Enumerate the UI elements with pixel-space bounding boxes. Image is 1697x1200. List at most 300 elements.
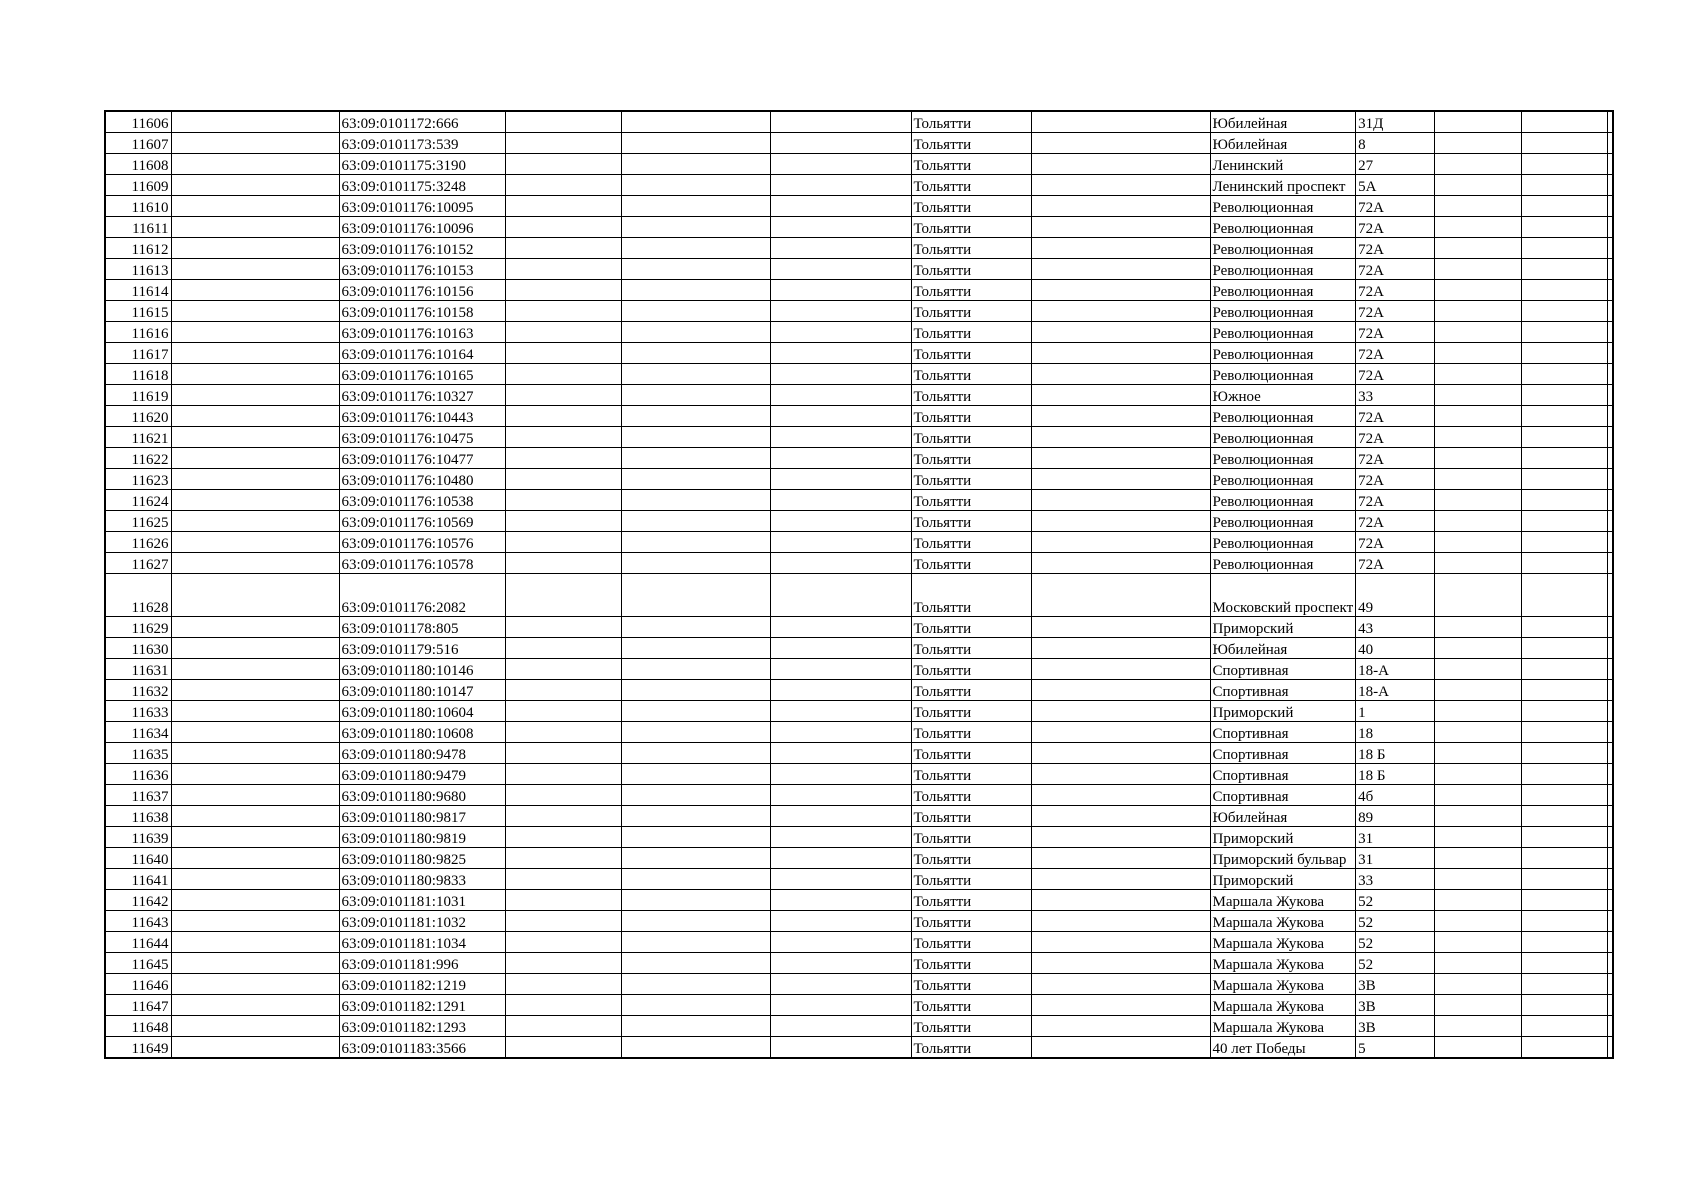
empty-cell bbox=[1435, 911, 1522, 932]
city-cell: Тольятти bbox=[911, 617, 1031, 638]
empty-cell bbox=[1031, 869, 1210, 890]
empty-cell bbox=[171, 574, 339, 617]
cadastral-number-cell: 63:09:0101179:516 bbox=[339, 638, 505, 659]
empty-cell bbox=[621, 890, 770, 911]
empty-cell bbox=[1031, 743, 1210, 764]
table-row bbox=[105, 932, 1613, 953]
empty-cell bbox=[621, 932, 770, 953]
empty-cell bbox=[1031, 680, 1210, 701]
empty-cell bbox=[770, 343, 911, 364]
empty-cell bbox=[1031, 1037, 1210, 1059]
empty-cell bbox=[621, 175, 770, 196]
empty-cell bbox=[621, 617, 770, 638]
table-row bbox=[105, 217, 1613, 238]
street-cell: Приморский bbox=[1210, 869, 1356, 890]
house-number-cell: 49 bbox=[1356, 574, 1435, 617]
empty-cell bbox=[505, 1016, 621, 1037]
city-cell: Тольятти bbox=[911, 890, 1031, 911]
empty-cell bbox=[1608, 869, 1614, 890]
row-number-cell: 11622 bbox=[105, 448, 171, 469]
table-row bbox=[105, 953, 1613, 974]
house-number-cell: 3В bbox=[1356, 1016, 1435, 1037]
street-cell: Спортивная bbox=[1210, 659, 1356, 680]
table-row bbox=[105, 448, 1613, 469]
table-row bbox=[105, 196, 1613, 217]
empty-cell bbox=[1435, 406, 1522, 427]
empty-cell bbox=[171, 301, 339, 322]
empty-cell bbox=[505, 490, 621, 511]
empty-cell bbox=[1031, 806, 1210, 827]
empty-cell bbox=[1522, 238, 1608, 259]
cadastral-number-cell: 63:09:0101180:9833 bbox=[339, 869, 505, 890]
empty-cell bbox=[1031, 785, 1210, 806]
street-cell: Ленинский проспект bbox=[1210, 175, 1356, 196]
table-row bbox=[105, 722, 1613, 743]
empty-cell bbox=[621, 553, 770, 574]
row-number-cell: 11619 bbox=[105, 385, 171, 406]
empty-cell bbox=[1031, 301, 1210, 322]
empty-cell bbox=[1522, 995, 1608, 1016]
empty-cell bbox=[1435, 385, 1522, 406]
empty-cell bbox=[1522, 953, 1608, 974]
table-row bbox=[105, 1016, 1613, 1037]
empty-cell bbox=[171, 511, 339, 532]
empty-cell bbox=[505, 427, 621, 448]
empty-cell bbox=[1522, 617, 1608, 638]
empty-cell bbox=[770, 406, 911, 427]
city-cell: Тольятти bbox=[911, 427, 1031, 448]
empty-cell bbox=[770, 301, 911, 322]
empty-cell bbox=[770, 1037, 911, 1059]
house-number-cell: 72А bbox=[1356, 406, 1435, 427]
street-cell: Революционная bbox=[1210, 511, 1356, 532]
table-row bbox=[105, 995, 1613, 1016]
street-cell: Спортивная bbox=[1210, 743, 1356, 764]
empty-cell bbox=[171, 743, 339, 764]
table-row bbox=[105, 511, 1613, 532]
empty-cell bbox=[171, 953, 339, 974]
empty-cell bbox=[1608, 553, 1614, 574]
street-cell: Маршала Жукова bbox=[1210, 911, 1356, 932]
table-row bbox=[105, 406, 1613, 427]
empty-cell bbox=[505, 406, 621, 427]
empty-cell bbox=[1522, 427, 1608, 448]
empty-cell bbox=[621, 827, 770, 848]
city-cell: Тольятти bbox=[911, 574, 1031, 617]
table-row bbox=[105, 743, 1613, 764]
empty-cell bbox=[1435, 238, 1522, 259]
cadastral-number-cell: 63:09:0101181:1034 bbox=[339, 932, 505, 953]
empty-cell bbox=[770, 659, 911, 680]
row-number-cell: 11617 bbox=[105, 343, 171, 364]
empty-cell bbox=[1522, 806, 1608, 827]
empty-cell bbox=[505, 343, 621, 364]
empty-cell bbox=[505, 175, 621, 196]
empty-cell bbox=[505, 385, 621, 406]
empty-cell bbox=[505, 827, 621, 848]
street-cell: Московский проспект bbox=[1210, 574, 1356, 617]
empty-cell bbox=[1522, 743, 1608, 764]
empty-cell bbox=[1522, 364, 1608, 385]
empty-cell bbox=[621, 133, 770, 154]
empty-cell bbox=[621, 974, 770, 995]
cadastral-number-cell: 63:09:0101181:1032 bbox=[339, 911, 505, 932]
city-cell: Тольятти bbox=[911, 764, 1031, 785]
empty-cell bbox=[770, 196, 911, 217]
empty-cell bbox=[770, 995, 911, 1016]
street-cell: Маршала Жукова bbox=[1210, 953, 1356, 974]
empty-cell bbox=[621, 111, 770, 133]
empty-cell bbox=[171, 827, 339, 848]
cadastral-number-cell: 63:09:0101176:10153 bbox=[339, 259, 505, 280]
house-number-cell: 72А bbox=[1356, 322, 1435, 343]
house-number-cell: 72А bbox=[1356, 469, 1435, 490]
table-row bbox=[105, 238, 1613, 259]
empty-cell bbox=[770, 553, 911, 574]
empty-cell bbox=[1435, 259, 1522, 280]
empty-cell bbox=[621, 659, 770, 680]
row-number-cell: 11635 bbox=[105, 743, 171, 764]
city-cell: Тольятти bbox=[911, 175, 1031, 196]
empty-cell bbox=[1608, 427, 1614, 448]
empty-cell bbox=[505, 301, 621, 322]
empty-cell bbox=[1608, 385, 1614, 406]
empty-cell bbox=[770, 133, 911, 154]
street-cell: Маршала Жукова bbox=[1210, 995, 1356, 1016]
row-number-cell: 11634 bbox=[105, 722, 171, 743]
empty-cell bbox=[621, 406, 770, 427]
street-cell: Революционная bbox=[1210, 553, 1356, 574]
empty-cell bbox=[505, 848, 621, 869]
table-row bbox=[105, 869, 1613, 890]
city-cell: Тольятти bbox=[911, 490, 1031, 511]
empty-cell bbox=[621, 196, 770, 217]
table-row bbox=[105, 301, 1613, 322]
city-cell: Тольятти bbox=[911, 680, 1031, 701]
empty-cell bbox=[770, 974, 911, 995]
empty-cell bbox=[171, 680, 339, 701]
cadastral-number-cell: 63:09:0101176:10475 bbox=[339, 427, 505, 448]
cadastral-number-cell: 63:09:0101180:10608 bbox=[339, 722, 505, 743]
house-number-cell: 3В bbox=[1356, 995, 1435, 1016]
empty-cell bbox=[171, 617, 339, 638]
row-number-cell: 11645 bbox=[105, 953, 171, 974]
empty-cell bbox=[1608, 490, 1614, 511]
empty-cell bbox=[770, 154, 911, 175]
empty-cell bbox=[505, 448, 621, 469]
row-number-cell: 11631 bbox=[105, 659, 171, 680]
empty-cell bbox=[1608, 280, 1614, 301]
cadastral-number-cell: 63:09:0101180:9680 bbox=[339, 785, 505, 806]
row-number-cell: 11620 bbox=[105, 406, 171, 427]
empty-cell bbox=[171, 722, 339, 743]
street-cell: Юбилейная bbox=[1210, 638, 1356, 659]
empty-cell bbox=[505, 659, 621, 680]
cadastral-number-cell: 63:09:0101176:10578 bbox=[339, 553, 505, 574]
empty-cell bbox=[621, 490, 770, 511]
cadastral-number-cell: 63:09:0101175:3248 bbox=[339, 175, 505, 196]
street-cell: Революционная bbox=[1210, 196, 1356, 217]
empty-cell bbox=[1608, 785, 1614, 806]
empty-cell bbox=[621, 154, 770, 175]
city-cell: Тольятти bbox=[911, 196, 1031, 217]
empty-cell bbox=[171, 280, 339, 301]
cadastral-number-cell: 63:09:0101172:666 bbox=[339, 111, 505, 133]
city-cell: Тольятти bbox=[911, 743, 1031, 764]
empty-cell bbox=[171, 196, 339, 217]
empty-cell bbox=[1435, 953, 1522, 974]
empty-cell bbox=[621, 722, 770, 743]
city-cell: Тольятти bbox=[911, 911, 1031, 932]
empty-cell bbox=[1608, 722, 1614, 743]
empty-cell bbox=[621, 427, 770, 448]
empty-cell bbox=[171, 532, 339, 553]
empty-cell bbox=[1608, 995, 1614, 1016]
empty-cell bbox=[1435, 427, 1522, 448]
empty-cell bbox=[770, 785, 911, 806]
empty-cell bbox=[770, 238, 911, 259]
empty-cell bbox=[1031, 154, 1210, 175]
empty-cell bbox=[505, 743, 621, 764]
empty-cell bbox=[1608, 890, 1614, 911]
city-cell: Тольятти bbox=[911, 385, 1031, 406]
city-cell: Тольятти bbox=[911, 259, 1031, 280]
empty-cell bbox=[1522, 848, 1608, 869]
table-row bbox=[105, 764, 1613, 785]
empty-cell bbox=[770, 617, 911, 638]
street-cell: Юбилейная bbox=[1210, 111, 1356, 133]
empty-cell bbox=[1031, 659, 1210, 680]
row-number-cell: 11606 bbox=[105, 111, 171, 133]
city-cell: Тольятти bbox=[911, 953, 1031, 974]
house-number-cell: 18 bbox=[1356, 722, 1435, 743]
empty-cell bbox=[770, 259, 911, 280]
empty-cell bbox=[171, 490, 339, 511]
empty-cell bbox=[1435, 364, 1522, 385]
row-number-cell: 11626 bbox=[105, 532, 171, 553]
house-number-cell: 1 bbox=[1356, 701, 1435, 722]
empty-cell bbox=[1608, 932, 1614, 953]
street-cell: Революционная bbox=[1210, 301, 1356, 322]
empty-cell bbox=[621, 785, 770, 806]
city-cell: Тольятти bbox=[911, 532, 1031, 553]
empty-cell bbox=[1031, 617, 1210, 638]
row-number-cell: 11649 bbox=[105, 1037, 171, 1059]
table-row bbox=[105, 532, 1613, 553]
empty-cell bbox=[171, 890, 339, 911]
empty-cell bbox=[505, 553, 621, 574]
empty-cell bbox=[1608, 638, 1614, 659]
empty-cell bbox=[621, 511, 770, 532]
house-number-cell: 72А bbox=[1356, 259, 1435, 280]
empty-cell bbox=[1435, 722, 1522, 743]
empty-cell bbox=[1031, 406, 1210, 427]
cadastral-number-cell: 63:09:0101176:10158 bbox=[339, 301, 505, 322]
cadastral-number-cell: 63:09:0101176:10096 bbox=[339, 217, 505, 238]
empty-cell bbox=[1522, 827, 1608, 848]
cadastral-number-cell: 63:09:0101180:9817 bbox=[339, 806, 505, 827]
empty-cell bbox=[1608, 827, 1614, 848]
empty-cell bbox=[1608, 848, 1614, 869]
house-number-cell: 72А bbox=[1356, 553, 1435, 574]
street-cell: Революционная bbox=[1210, 343, 1356, 364]
street-cell: Маршала Жукова bbox=[1210, 1016, 1356, 1037]
street-cell: Революционная bbox=[1210, 238, 1356, 259]
empty-cell bbox=[621, 532, 770, 553]
street-cell: Революционная bbox=[1210, 364, 1356, 385]
empty-cell bbox=[1435, 574, 1522, 617]
empty-cell bbox=[1522, 974, 1608, 995]
house-number-cell: 33 bbox=[1356, 385, 1435, 406]
street-cell: Приморский bbox=[1210, 701, 1356, 722]
city-cell: Тольятти bbox=[911, 469, 1031, 490]
empty-cell bbox=[621, 259, 770, 280]
empty-cell bbox=[171, 343, 339, 364]
table-row bbox=[105, 806, 1613, 827]
empty-cell bbox=[1435, 701, 1522, 722]
empty-cell bbox=[621, 574, 770, 617]
empty-cell bbox=[1031, 574, 1210, 617]
city-cell: Тольятти bbox=[911, 827, 1031, 848]
row-number-cell: 11632 bbox=[105, 680, 171, 701]
empty-cell bbox=[171, 175, 339, 196]
empty-cell bbox=[171, 995, 339, 1016]
empty-cell bbox=[1608, 743, 1614, 764]
house-number-cell: 72А bbox=[1356, 238, 1435, 259]
cadastral-number-cell: 63:09:0101183:3566 bbox=[339, 1037, 505, 1059]
empty-cell bbox=[770, 827, 911, 848]
empty-cell bbox=[171, 111, 339, 133]
table-row bbox=[105, 827, 1613, 848]
empty-cell bbox=[1031, 764, 1210, 785]
house-number-cell: 5А bbox=[1356, 175, 1435, 196]
row-number-cell: 11644 bbox=[105, 932, 171, 953]
empty-cell bbox=[505, 217, 621, 238]
city-cell: Тольятти bbox=[911, 133, 1031, 154]
city-cell: Тольятти bbox=[911, 659, 1031, 680]
empty-cell bbox=[1522, 322, 1608, 343]
empty-cell bbox=[1608, 574, 1614, 617]
empty-cell bbox=[1522, 469, 1608, 490]
empty-cell bbox=[1608, 448, 1614, 469]
empty-cell bbox=[1435, 511, 1522, 532]
empty-cell bbox=[770, 427, 911, 448]
table-row bbox=[105, 469, 1613, 490]
empty-cell bbox=[621, 953, 770, 974]
empty-cell bbox=[505, 259, 621, 280]
empty-cell bbox=[171, 638, 339, 659]
empty-cell bbox=[1608, 133, 1614, 154]
empty-cell bbox=[505, 680, 621, 701]
empty-cell bbox=[1608, 259, 1614, 280]
street-cell: Революционная bbox=[1210, 322, 1356, 343]
empty-cell bbox=[505, 974, 621, 995]
empty-cell bbox=[505, 154, 621, 175]
empty-cell bbox=[171, 553, 339, 574]
house-number-cell: 31 bbox=[1356, 827, 1435, 848]
table-row bbox=[105, 890, 1613, 911]
empty-cell bbox=[171, 364, 339, 385]
empty-cell bbox=[1522, 785, 1608, 806]
cadastral-number-cell: 63:09:0101176:10480 bbox=[339, 469, 505, 490]
empty-cell bbox=[770, 385, 911, 406]
empty-cell bbox=[505, 911, 621, 932]
empty-cell bbox=[621, 995, 770, 1016]
row-number-cell: 11628 bbox=[105, 574, 171, 617]
empty-cell bbox=[1031, 890, 1210, 911]
street-cell: Революционная bbox=[1210, 406, 1356, 427]
empty-cell bbox=[1522, 154, 1608, 175]
empty-cell bbox=[770, 680, 911, 701]
empty-cell bbox=[770, 638, 911, 659]
empty-cell bbox=[1522, 722, 1608, 743]
table-row bbox=[105, 553, 1613, 574]
empty-cell bbox=[1435, 890, 1522, 911]
empty-cell bbox=[1435, 217, 1522, 238]
empty-cell bbox=[1522, 448, 1608, 469]
row-number-cell: 11641 bbox=[105, 869, 171, 890]
empty-cell bbox=[1435, 617, 1522, 638]
cadastral-number-cell: 63:09:0101176:10152 bbox=[339, 238, 505, 259]
table-row bbox=[105, 175, 1613, 196]
house-number-cell: 43 bbox=[1356, 617, 1435, 638]
city-cell: Тольятти bbox=[911, 322, 1031, 343]
empty-cell bbox=[621, 638, 770, 659]
empty-cell bbox=[1522, 701, 1608, 722]
empty-cell bbox=[1608, 1037, 1614, 1059]
cadastral-number-cell: 63:09:0101180:10146 bbox=[339, 659, 505, 680]
house-number-cell: 18-А bbox=[1356, 659, 1435, 680]
empty-cell bbox=[1522, 343, 1608, 364]
table-row bbox=[105, 701, 1613, 722]
empty-cell bbox=[1608, 322, 1614, 343]
empty-cell bbox=[1522, 133, 1608, 154]
empty-cell bbox=[1031, 932, 1210, 953]
row-number-cell: 11646 bbox=[105, 974, 171, 995]
empty-cell bbox=[505, 280, 621, 301]
register-table bbox=[104, 110, 1614, 1059]
empty-cell bbox=[1031, 701, 1210, 722]
empty-cell bbox=[1608, 701, 1614, 722]
city-cell: Тольятти bbox=[911, 974, 1031, 995]
empty-cell bbox=[505, 995, 621, 1016]
empty-cell bbox=[621, 322, 770, 343]
empty-cell bbox=[171, 1016, 339, 1037]
empty-cell bbox=[171, 385, 339, 406]
empty-cell bbox=[1522, 511, 1608, 532]
city-cell: Тольятти bbox=[911, 638, 1031, 659]
city-cell: Тольятти bbox=[911, 932, 1031, 953]
empty-cell bbox=[1031, 175, 1210, 196]
empty-cell bbox=[1522, 385, 1608, 406]
empty-cell bbox=[505, 890, 621, 911]
city-cell: Тольятти bbox=[911, 995, 1031, 1016]
empty-cell bbox=[621, 469, 770, 490]
empty-cell bbox=[1608, 511, 1614, 532]
street-cell: Спортивная bbox=[1210, 680, 1356, 701]
empty-cell bbox=[621, 217, 770, 238]
empty-cell bbox=[1435, 490, 1522, 511]
city-cell: Тольятти bbox=[911, 1037, 1031, 1059]
table-row bbox=[105, 111, 1613, 133]
cadastral-number-cell: 63:09:0101181:996 bbox=[339, 953, 505, 974]
empty-cell bbox=[770, 848, 911, 869]
cadastral-number-cell: 63:09:0101182:1291 bbox=[339, 995, 505, 1016]
house-number-cell: 52 bbox=[1356, 911, 1435, 932]
empty-cell bbox=[1608, 953, 1614, 974]
empty-cell bbox=[1435, 175, 1522, 196]
empty-cell bbox=[1522, 490, 1608, 511]
